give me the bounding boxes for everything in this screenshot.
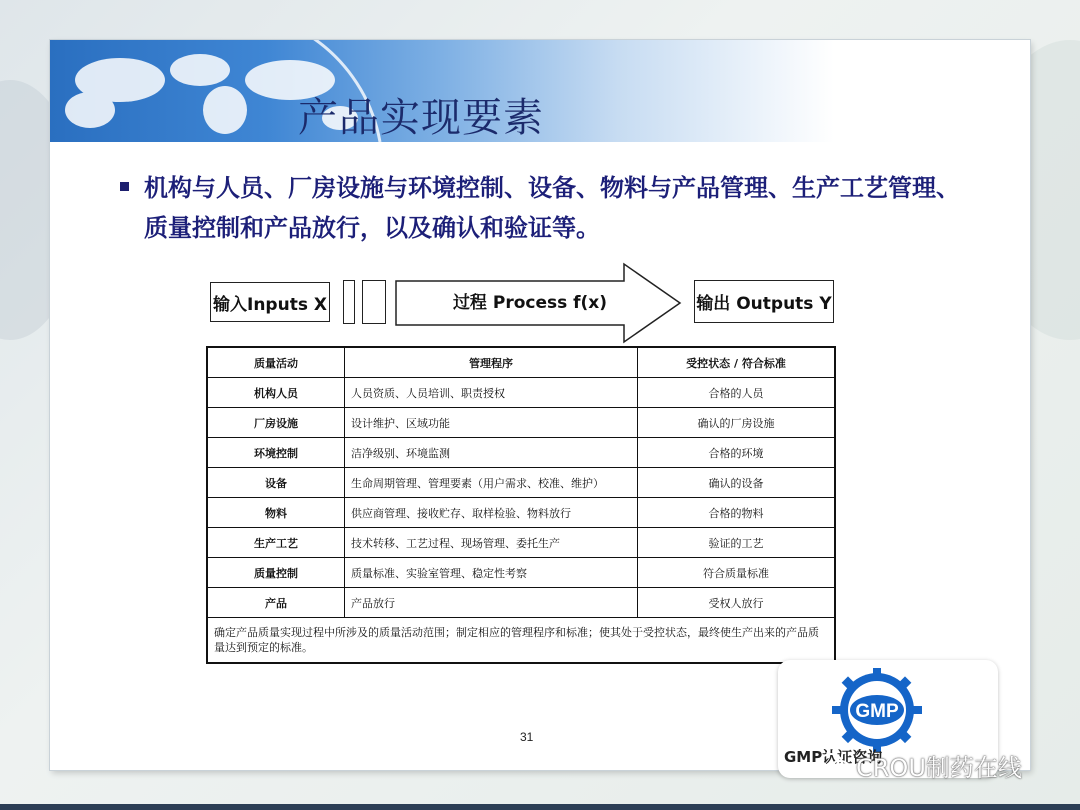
bullet-square-icon [120, 182, 129, 191]
flow-output-box [694, 280, 834, 323]
table-cell: 符合质量标准 [638, 558, 836, 588]
bullet-text: 机构与人员、厂房设施与环境控制、设备、物料与产品管理、生产工艺管理、质量控制和产品放行，以及确认和验证等。 [144, 174, 960, 242]
table-cell: 受权人放行 [638, 588, 836, 618]
bottom-bar [0, 804, 1080, 810]
table-row [207, 498, 835, 528]
table-row [207, 378, 835, 408]
flow-input-box [210, 282, 330, 322]
table-row [207, 468, 835, 498]
table-cell: 设计维护、区域功能 [345, 408, 638, 438]
table-header-cell: 受控状态 / 符合标准 [638, 347, 836, 378]
table-cell: 生命周期管理、管理要素（用户需求、校准、维护） [345, 468, 638, 498]
table-header-cell: 管理程序 [345, 347, 638, 378]
table-cell: 技术转移、工艺过程、现场管理、委托生产 [345, 528, 638, 558]
table-cell: 设备 [207, 468, 345, 498]
table-cell: 厂房设施 [207, 408, 345, 438]
table-row [207, 558, 835, 588]
table-row [207, 528, 835, 558]
table-cell: 验证的工艺 [638, 528, 836, 558]
table-note-row [207, 618, 835, 664]
table-cell: 产品 [207, 588, 345, 618]
flow-process-label: 过程 Process f(x) [452, 293, 608, 313]
table-cell: 环境控制 [207, 438, 345, 468]
gmp-logo-subtitle: GMP认证咨询 [784, 748, 883, 766]
table-row [207, 408, 835, 438]
table-row [207, 588, 835, 618]
quality-activity-table [206, 346, 836, 664]
table-cell: 机构人员 [207, 378, 345, 408]
gmp-logo-text: GMP [855, 701, 899, 722]
gmp-gear-logo-icon [812, 668, 942, 752]
table-cell: 供应商管理、接收贮存、取样检验、物料放行 [345, 498, 638, 528]
table-cell: 质量控制 [207, 558, 345, 588]
table-cell: 产品放行 [345, 588, 638, 618]
table-cell: 生产工艺 [207, 528, 345, 558]
table-cell: 确认的厂房设施 [638, 408, 836, 438]
table-row [207, 438, 835, 468]
table-cell: 质量标准、实验室管理、稳定性考察 [345, 558, 638, 588]
table-cell: 物料 [207, 498, 345, 528]
table-cell: 合格的环境 [638, 438, 836, 468]
flow-input-label: 输入Inputs X [213, 294, 327, 315]
flow-connector-rect [343, 280, 355, 324]
table-cell: 确认的设备 [638, 468, 836, 498]
flow-connector-rect [362, 280, 386, 324]
watermark-text: CROU制药在线 [856, 754, 1022, 782]
table-header-cell: 质量活动 [207, 347, 345, 378]
flow-output-label: 输出 Outputs Y [696, 294, 832, 314]
table-header-row [207, 347, 835, 378]
title-banner [50, 40, 1030, 142]
slide-title: 产品实现要素 [298, 95, 544, 141]
table-note: 确定产品质量实现过程中所涉及的质量活动范围；制定相应的管理程序和标准；使其处于受控状态，最终使生产出来的产品质量达到预定的标准。 [207, 618, 835, 664]
table-cell: 洁净级别、环境监测 [345, 438, 638, 468]
wechat-icon [818, 752, 852, 780]
table-cell: 合格的物料 [638, 498, 836, 528]
table-cell: 合格的人员 [638, 378, 836, 408]
page-number: 31 [520, 730, 534, 744]
table-cell: 人员资质、人员培训、职责授权 [345, 378, 638, 408]
watermark [818, 748, 1022, 783]
